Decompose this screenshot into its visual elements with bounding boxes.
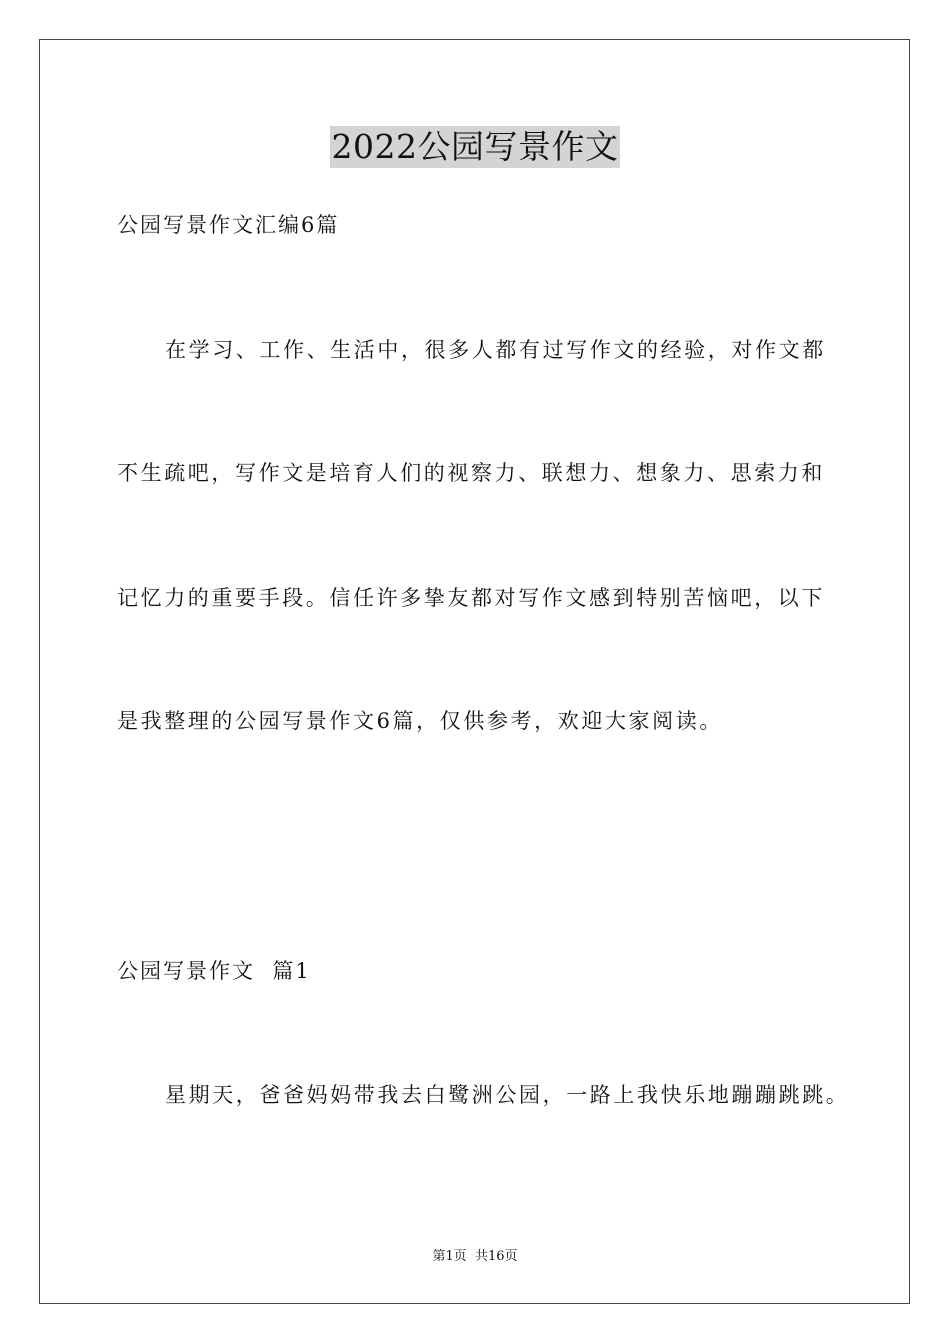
document-title: 2022公园写景作文	[331, 127, 619, 166]
page-footer	[0, 1248, 950, 1266]
document-subtitle: 公园写景作文汇编6篇	[117, 213, 340, 237]
section-paragraph-line: 星期天，爸爸妈妈带我去白鹭洲公园，一路上我快乐地蹦蹦跳跳。	[165, 1083, 850, 1107]
intro-line-2: 不生疏吧，写作文是培育人们的视察力、联想力、想象力、思索力和	[117, 461, 825, 485]
intro-line-4: 是我整理的公园写景作文6篇，仅供参考，欢迎大家阅读。	[117, 709, 723, 733]
title-container	[0, 126, 950, 168]
section-heading: 公园写景作文 篇1	[117, 959, 311, 983]
total-pages-label: 共16页	[474, 1249, 518, 1264]
page-number-label: 第1页	[432, 1249, 467, 1264]
intro-line-1: 在学习、工作、生活中，很多人都有过写作文的经验，对作文都	[165, 338, 826, 362]
intro-line-3: 记忆力的重要手段。信任许多挚友都对写作文感到特别苦恼吧，以下	[117, 586, 825, 610]
